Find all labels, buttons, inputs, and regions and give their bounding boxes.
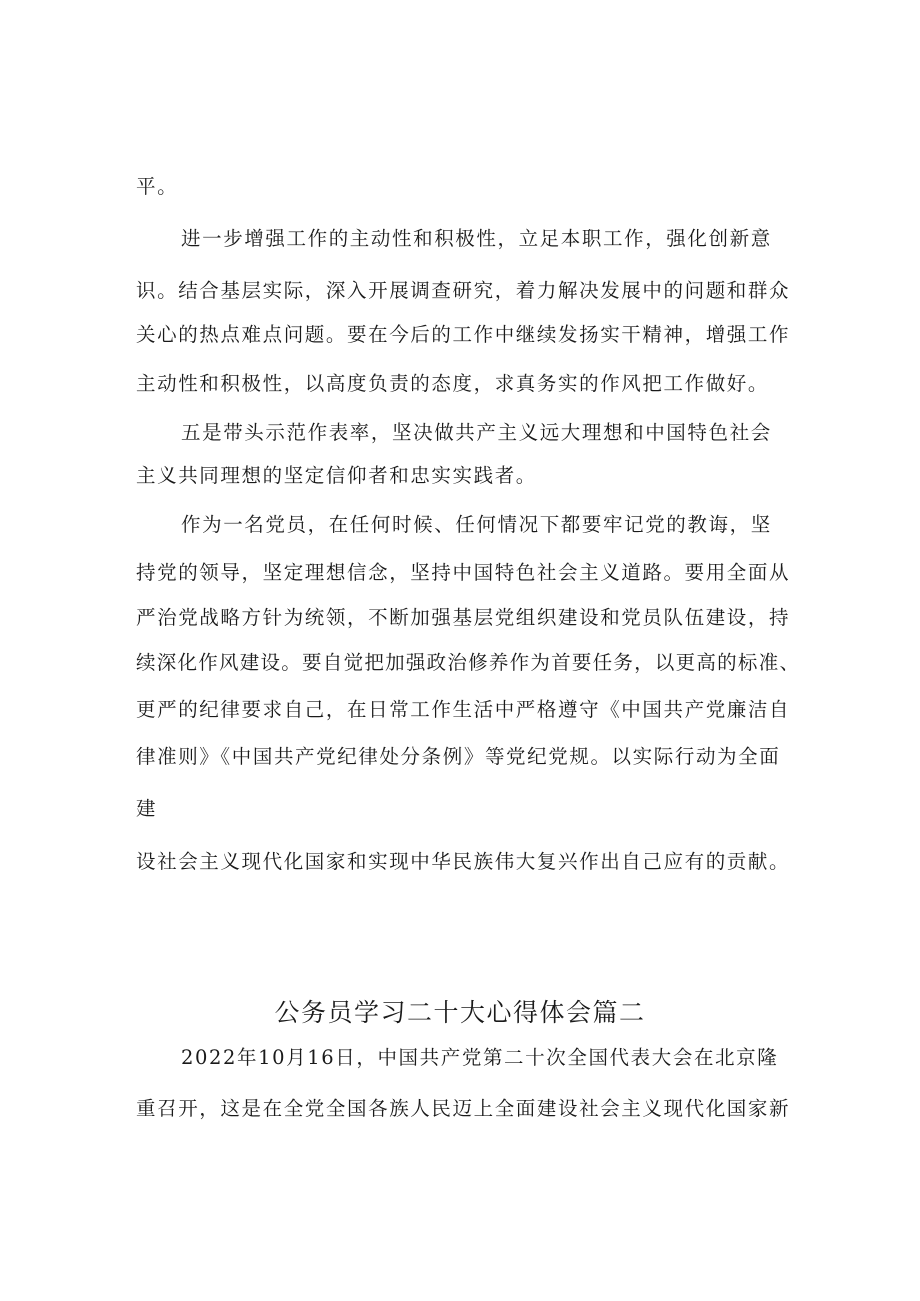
paragraph-line: 2022年10月16日，中国共产党第二十次全国代表大会在北京隆	[181, 1046, 779, 1069]
paragraph-line: 重召开，这是在全党全国各族人民迈上全面建设社会主义现代化国家新	[136, 1097, 791, 1120]
paragraph-line: 律准则》《中国共产党纪律处分条例》等党纪党规。以实际行动为全面	[136, 745, 781, 768]
paragraph-line: 严治党战略方针为统领，不断加强基层党组织建设和党员队伍建设，持	[136, 606, 791, 629]
section-title: 公务员学习二十大心得体会篇二	[274, 998, 646, 1027]
paragraph-line: 识。结合基层实际，深入开展调查研究，着力解决发展中的问题和群众	[136, 279, 791, 302]
paragraph-line: 建	[136, 797, 158, 820]
paragraph-line: 更严的纪律要求自己，在日常工作生活中严格遵守《中国共产党廉洁自	[136, 698, 791, 721]
paragraph-line: 主动性和积极性，以高度负责的态度，求真务实的作风把工作做好。	[136, 372, 770, 395]
paragraph-line: 关心的热点难点问题。要在今后的工作中继续发扬实干精神，增强工作	[136, 323, 791, 346]
paragraph-line: 续深化作风建设。要自觉把加强政治修养作为首要任务，以更高的标准、	[136, 651, 801, 674]
paragraph-line: 设社会主义现代化国家和实现中华民族伟大复兴作出自己应有的贡献。	[136, 850, 791, 873]
paragraph-line: 主义共同理想的坚定信仰者和忠实实践者。	[136, 464, 537, 487]
paragraph-line: 持党的领导，坚定理想信念，坚持中国特色社会主义道路。要用全面从	[136, 561, 791, 584]
paragraph-line: 平。	[136, 175, 179, 198]
paragraph-line: 进一步增强工作的主动性和积极性，立足本职工作，强化创新意	[181, 227, 772, 250]
paragraph-line: 作为一名党员，在任何时候、任何情况下都要牢记党的教诲，坚	[181, 513, 772, 536]
paragraph-line: 五是带头示范作表率，坚决做共产主义远大理想和中国特色社会	[181, 421, 772, 444]
